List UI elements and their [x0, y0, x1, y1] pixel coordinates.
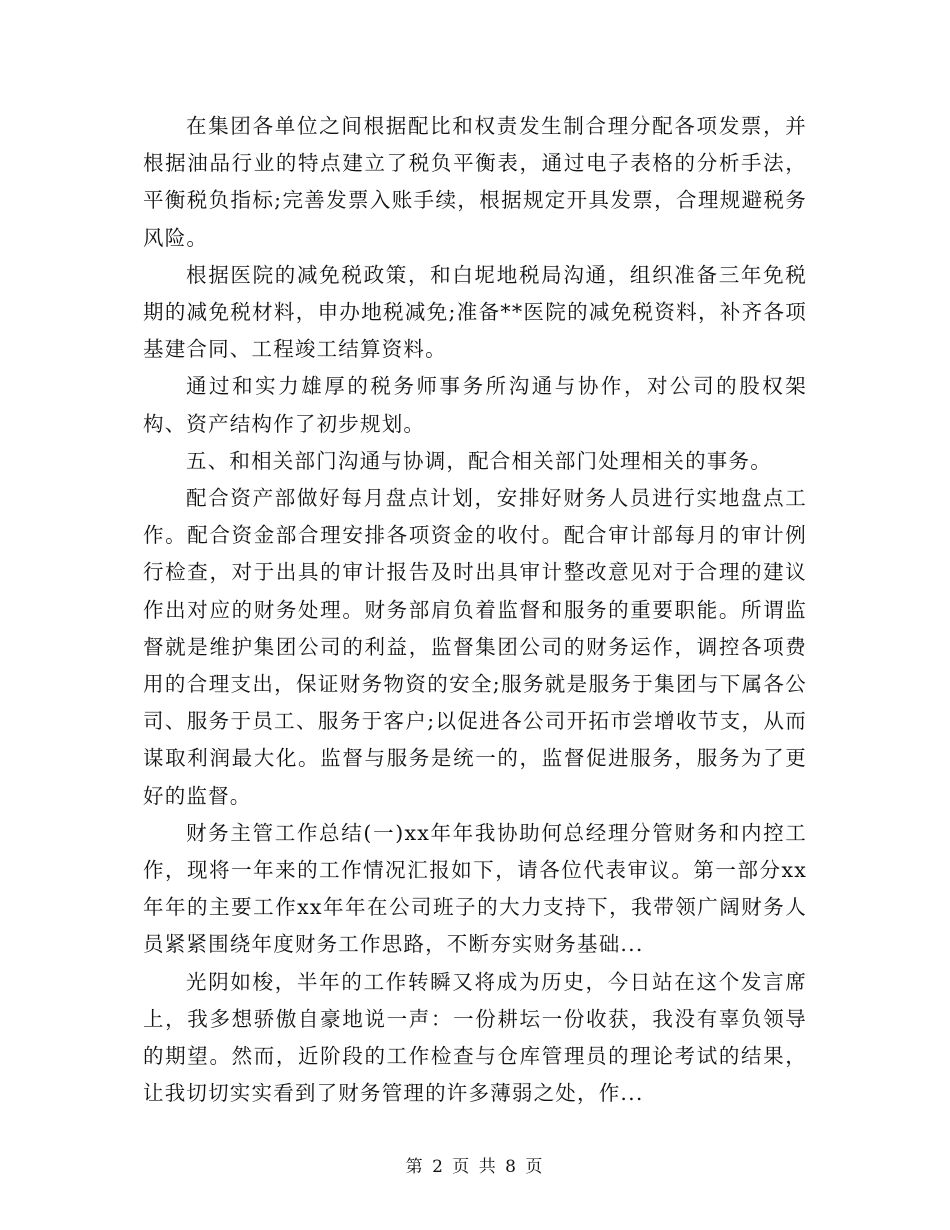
paragraph-tax-exemption: 根据医院的减免税政策，和白坭地税局沟通，组织准备三年免税期的减免税材料，申办地税减免;准备**医院的减免税资料，补齐各项基建合同、工程竣工结算资料。 [143, 262, 807, 362]
paragraph-invoice-allocation: 在集团各单位之间根据配比和权责发生制合理分配各项发票，并根据油品行业的特点建立了税负平衡表，通过电子表格的分析手法，平衡税负指标;完善发票入账手续，根据规定开具发票，合理规避税务风险。 [143, 114, 807, 250]
paragraph-tax-planning: 通过和实力雄厚的税务师事务所沟通与协作，对公司的股权架构、资产结构作了初步规划。 [143, 374, 807, 436]
page-number-footer: 第 2 页 共 8 页 [405, 1157, 545, 1177]
paragraph-summary-excerpt-1: 财务主管工作总结(一)xx年年我协助何总经理分管财务和内控工作，现将一年来的工作情况汇报如下，请各位代表审议。第一部分xx年年的主要工作xx年年在公司班子的大力支持下，我带领广阔财务人员紧紧围绕年度财务工作思路，不断夯实财务基础... [143, 820, 807, 957]
paragraph-department-cooperation: 配合资产部做好每月盘点计划，安排好财务人员进行实地盘点工作。配合资金部合理安排各项资金的收付。配合审计部每月的审计例行检查，对于出具的审计报告及时出具审计整改意见对于合理的建议作出对应的财务处理。财务部肩负着监督和服务的重要职能。所谓监督就是维护集团公司的利益，监督集团公司的财务运作，调控各项费用的合理支出，保证财务物资的安全;服务就是服务于集团与下属各公司、服务于员工、服务于客户;以促进各公司开拓市尝增收节支，从而谋取利润最大化。监督与服务是统一的，监督促进服务，服务为了更好的监督。 [143, 486, 807, 808]
section-heading-coordination: 五、和相关部门沟通与协调，配合相关部门处理相关的事务。 [186, 448, 772, 473]
paragraph-summary-excerpt-2: 光阴如梭，半年的工作转瞬又将成为历史，今日站在这个发言席上，我多想骄傲自豪地说一声：一份耕坛一份收获，我没有辜负领导的期望。然而，近阶段的工作检查与仓库管理员的理论考试的结果，让我切切实实看到了财务管理的许多薄弱之处，作... [143, 969, 807, 1106]
document-body [143, 108, 807, 1112]
